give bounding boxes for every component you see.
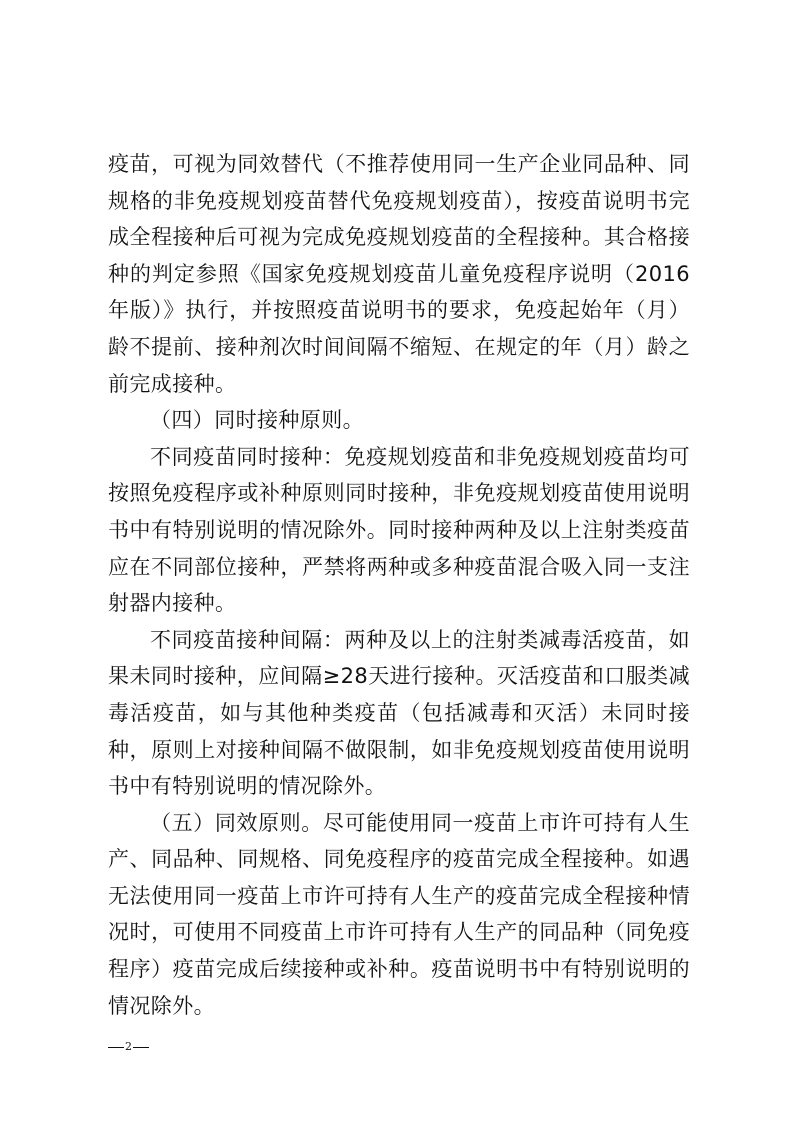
page-footer: [108, 1040, 149, 1054]
footer-left-dash: [108, 1047, 124, 1048]
paragraph-simultaneous-vaccination: 不同疫苗同时接种：免疫规划疫苗和非免疫规划疫苗均可按照免疫程序或补种原则同时接种，非免疫规划疫苗使用说明书中有特别说明的情况除外。同时接种两种及以上注射类疫苗应在不同部位接种，严禁将两种或多种疫苗混合吸入同一支注射器内接种。: [108, 444, 690, 616]
paragraph-vaccination-interval: 不同疫苗接种间隔：两种及以上的注射类减毒活疫苗，如果未同时接种，应间隔≥28天进行接种。灭活疫苗和口服类减毒活疫苗，如与其他种类疫苗（包括减毒和灭活）未同时接种，原则上对接种间隔不做限制，如非免疫规划疫苗使用说明书中有特别说明的情况除外。: [108, 627, 690, 799]
page-number: 2: [125, 1040, 132, 1053]
section-heading-simultaneous-vaccination: （四）同时接种原则。: [150, 408, 364, 433]
footer-right-dash: [133, 1047, 149, 1048]
paragraph-continuation: 疫苗，可视为同效替代（不推荐使用同一生产企业同品种、同规格的非免疫规划疫苗替代免疫规划疫苗），按疫苗说明书完成全程接种后可视为完成免疫规划疫苗的全程接种。其合格接种的判定参照《国家免疫规划疫苗儿童免疫程序说明（2016年版）》执行，并按照疫苗说明书的要求，免疫起始年（月）龄不提前、接种剂次时间间隔不缩短、在规定的年（月）龄之前完成接种。: [108, 152, 690, 396]
paragraph-equivalence-principle: （五）同效原则。尽可能使用同一疫苗上市许可持有人生产、同品种、同规格、同免疫程序的疫苗完成全程接种。如遇无法使用同一疫苗上市许可持有人生产的疫苗完成全程接种情况时，可使用不同疫苗上市许可持有人生产的同品种（同免疫程序）疫苗完成后续接种或补种。疫苗说明书中有特别说明的情况除外。: [108, 810, 690, 1018]
document-body: [108, 146, 690, 1024]
